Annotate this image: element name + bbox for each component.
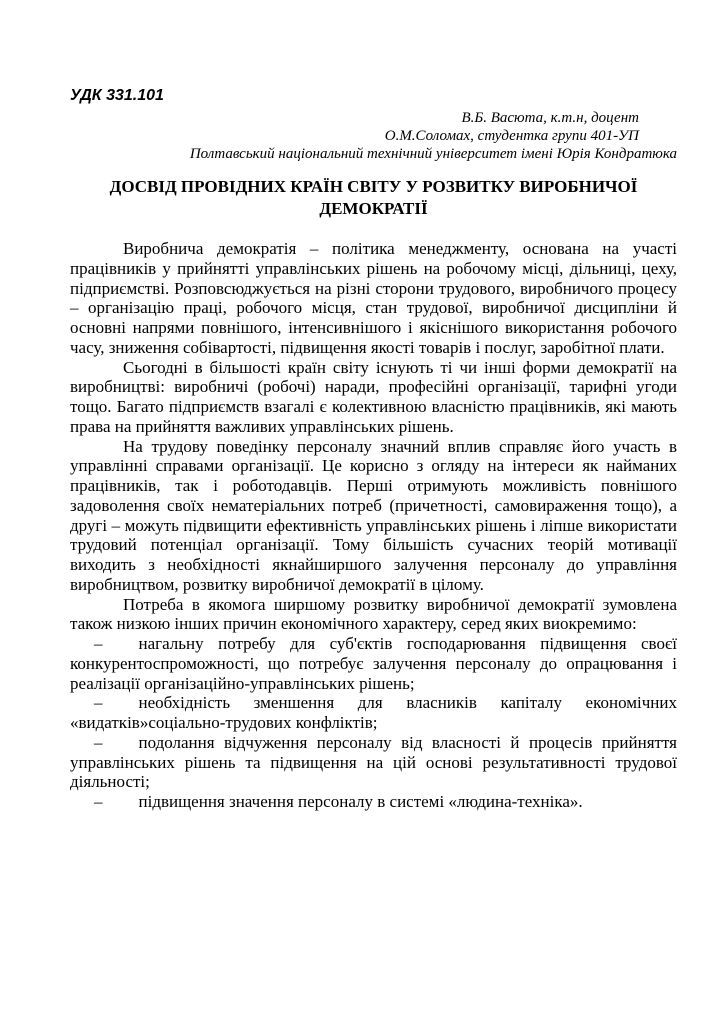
paragraph-1: Виробнича демократія – політика менеджменту, основана на участі працівників у прийнятті управлінських рішень на робочому місці, дільниці, цеху, підприємстві. Розповсюджується на різні сторони трудового, виробничого процесу – організацію праці, робочого місця, стан трудової, виробничої дисципліни й основні напрями повнішого, інтенсивнішого і якіснішого використання робочого часу, зниження собівартості, підвищення якості товарів і послуг, заробітної плати.: [70, 239, 677, 357]
paragraph-2: Сьогодні в більшості країн світу існують ті чи інші форми демократії на виробництві: виробничі (робочі) наради, професійні організації, тарифні угоди тощо. Багато підприємств взагалі є колективною власністю працівників, які мають права на прийняття важливих управлінських рішень.: [70, 357, 677, 436]
list-item-text: подолання відчуження персоналу від власності й процесів прийняття управлінських рішень та підвищення на цій основі результативності трудової діяльності;: [70, 732, 677, 792]
dash-marker: –: [94, 792, 103, 811]
paragraph-4: Потреба в якомога ширшому розвитку виробничої демократії зумовлена також низкою інших причин економічного характеру, серед яких виокремимо:: [70, 594, 677, 634]
article-body: [70, 239, 677, 812]
author-line-2: О.М.Соломах, студентка групи 401-УП: [384, 128, 639, 144]
author-line-1: В.Б. Васюта, к.т.н, доцент: [461, 110, 639, 126]
affiliation-line: Полтавський національний технічний університет імені Юрія Кондратюка: [189, 146, 677, 162]
dash-marker: –: [94, 634, 103, 653]
list-item: [70, 693, 677, 733]
list-item-text: підвищення значення персоналу в системі «людина-техніка».: [138, 792, 583, 811]
list-item: [70, 792, 677, 812]
list-item-text: нагальну потребу для суб'єктів господарювання підвищення своєї конкурентоспроможності, що потребує залучення персоналу до опрацювання і реалізації організаційно-управлінських рішень;: [70, 634, 677, 693]
dash-marker: –: [94, 693, 103, 713]
list-item: [70, 733, 677, 792]
list-item-text: необхідність зменшення для власників капіталу економічних «видатків»соціально-трудових конфліктів;: [70, 693, 677, 732]
dash-marker: –: [94, 732, 103, 752]
article-title: ДОСВІД ПРОВІДНИХ КРАЇН СВІТУ У РОЗВИТКУ ВИРОБНИЧОЇ ДЕМОКРАТІЇ: [109, 177, 638, 218]
list-item: [70, 634, 677, 693]
paragraph-3: На трудову поведінку персоналу значний вплив справляє його участь в управлінні справами організації. Це корисно з огляду на інтереси як найманих працівників, так і роботодавців. Перші отримують можливість повнішого задоволення своїх нематеріальних потреб (причетності, самовираження тощо), а другі – можуть підвищити ефективність управлінських рішень і ліпше використати трудовий потенціал організації. Тому більшість сучасних теорій мотивації виходить з необхідності якнайширшого залучення персоналу до управління виробництвом, розвитку виробничої демократії в цілому.: [70, 436, 677, 594]
udc-code: УДК 331.101: [70, 87, 164, 104]
authors-block: [70, 109, 677, 163]
